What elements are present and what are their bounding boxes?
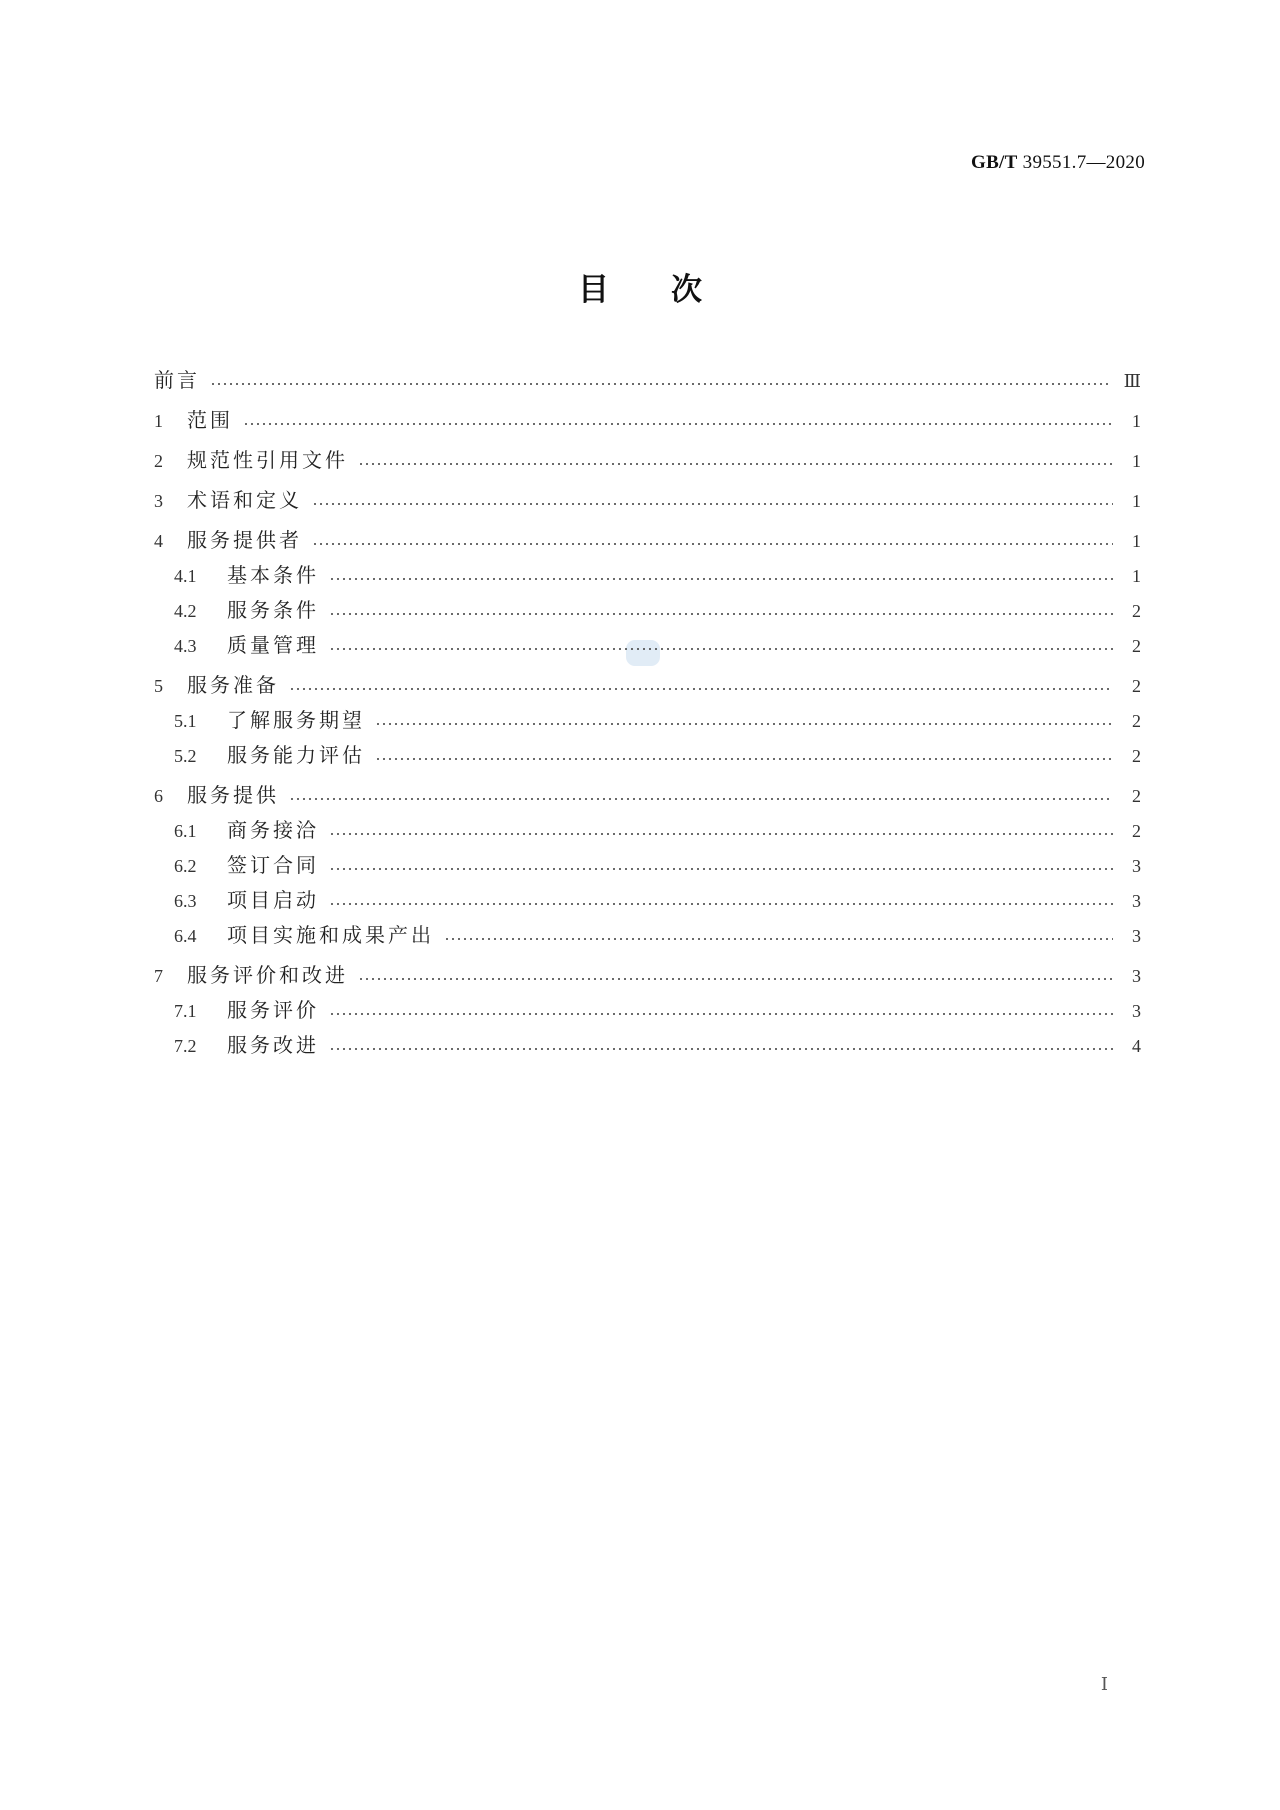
toc-entry-number: 4.1	[174, 566, 197, 586]
toc-subentry[interactable]	[154, 1033, 1141, 1058]
toc-entry-page: 2	[1132, 711, 1141, 731]
dot-leader	[312, 502, 1113, 506]
toc-entry-page: 2	[1132, 786, 1141, 806]
toc-entry-label: 服务能力评估	[227, 743, 365, 767]
toc-entry-page: 2	[1132, 821, 1141, 841]
toc-entry-page: 3	[1132, 1001, 1141, 1021]
toc-entry-label: 项目实施和成果产出	[227, 923, 434, 947]
dot-leader	[358, 462, 1113, 466]
standard-code-prefix: GB/T	[970, 152, 1018, 173]
toc-entry-label: 质量管理	[227, 633, 319, 657]
toc-entry-number: 3	[154, 491, 163, 511]
page-number: Ⅰ	[1100, 1674, 1108, 1694]
toc-entry-label: 服务提供者	[187, 528, 302, 552]
toc-entry-number: 7	[154, 966, 163, 986]
dot-leader	[329, 647, 1113, 651]
toc-entry-page: 2	[1132, 601, 1141, 621]
toc-subentry[interactable]	[154, 888, 1141, 913]
toc-entry-page: 1	[1132, 566, 1141, 586]
toc-entry-page: 3	[1132, 926, 1141, 946]
toc-entry-number: 7.1	[174, 1001, 197, 1021]
toc-entry-number: 4.3	[174, 636, 197, 656]
toc-entry-label: 服务评价和改进	[187, 963, 348, 987]
toc-entry-label: 服务改进	[227, 1033, 319, 1057]
toc-entry-label: 了解服务期望	[227, 708, 365, 732]
toc-entry-page: 1	[1132, 531, 1141, 551]
toc-entry-number: 6.2	[174, 856, 197, 876]
dot-leader	[243, 422, 1113, 426]
toc-entry-page: Ⅲ	[1123, 371, 1141, 391]
toc-entry-number: 4	[154, 531, 163, 551]
dot-leader	[329, 867, 1113, 871]
toc-entry-page: 1	[1132, 491, 1141, 511]
dot-leader	[375, 757, 1113, 761]
toc-entry-label: 术语和定义	[187, 488, 302, 512]
toc-entry-label: 服务评价	[227, 998, 319, 1022]
toc-entry[interactable]	[154, 408, 1141, 433]
toc-entry-page: 4	[1132, 1036, 1141, 1056]
dot-leader	[329, 612, 1113, 616]
toc-entry[interactable]	[154, 673, 1141, 698]
standard-number	[971, 152, 1145, 174]
toc-entry-number: 6.3	[174, 891, 197, 911]
toc-entry-page: 2	[1132, 676, 1141, 696]
dot-leader	[375, 722, 1113, 726]
dot-leader	[312, 542, 1113, 546]
toc-entry-label: 基本条件	[227, 563, 319, 587]
toc-entry-label: 前言	[154, 368, 200, 392]
dot-leader	[444, 937, 1113, 941]
toc-entry[interactable]	[154, 488, 1141, 513]
toc-entry[interactable]	[154, 528, 1141, 553]
toc-entry-number: 1	[154, 411, 163, 431]
toc-entry-label: 规范性引用文件	[187, 448, 348, 472]
toc-entry-number: 6	[154, 786, 163, 806]
standard-code-rest: 39551.7—2020	[1017, 152, 1145, 173]
toc-entry-label: 范围	[187, 408, 233, 432]
toc-entry[interactable]	[154, 783, 1141, 808]
toc-entry[interactable]	[154, 963, 1141, 988]
toc-entry-number: 5.1	[174, 711, 197, 731]
dot-leader	[289, 797, 1113, 801]
toc-entry-page: 1	[1132, 451, 1141, 471]
toc-entry-number: 5	[154, 676, 163, 696]
toc-entry-label: 服务准备	[187, 673, 279, 697]
toc-entry-label: 签订合同	[227, 853, 319, 877]
toc-subentry[interactable]	[154, 598, 1141, 623]
dot-leader	[329, 902, 1113, 906]
dot-leader	[329, 1047, 1113, 1051]
dot-leader	[210, 382, 1110, 386]
toc-entry-label: 商务接洽	[227, 818, 319, 842]
toc-entry-page: 1	[1132, 411, 1141, 431]
toc-entry-label: 项目启动	[227, 888, 319, 912]
toc-entry-page: 3	[1132, 966, 1141, 986]
toc-subentry[interactable]	[154, 998, 1141, 1023]
toc-entry-page: 2	[1132, 746, 1141, 766]
toc-entry-page: 3	[1132, 856, 1141, 876]
toc-subentry[interactable]	[154, 853, 1141, 878]
toc-entry[interactable]	[154, 448, 1141, 473]
toc-subentry[interactable]	[154, 563, 1141, 588]
toc-entry-label: 服务条件	[227, 598, 319, 622]
toc-entry-number: 4.2	[174, 601, 197, 621]
toc-subentry[interactable]	[154, 633, 1141, 658]
toc-entry-number: 6.4	[174, 926, 197, 946]
toc-title: 目次	[578, 272, 764, 308]
dot-leader	[329, 577, 1113, 581]
toc-subentry[interactable]	[154, 708, 1141, 733]
table-of-contents	[154, 368, 1141, 1058]
toc-subentry[interactable]	[154, 923, 1141, 948]
dot-leader	[358, 977, 1113, 981]
dot-leader	[289, 687, 1113, 691]
toc-entry-label: 服务提供	[187, 783, 279, 807]
toc-entry-number: 2	[154, 451, 163, 471]
dot-leader	[329, 832, 1113, 836]
toc-entry-number: 5.2	[174, 746, 197, 766]
toc-entry-number: 7.2	[174, 1036, 197, 1056]
toc-entry-page: 2	[1132, 636, 1141, 656]
toc-entry-number: 6.1	[174, 821, 197, 841]
toc-entry-page: 3	[1132, 891, 1141, 911]
toc-entry[interactable]	[154, 368, 1141, 393]
toc-subentry[interactable]	[154, 743, 1141, 768]
dot-leader	[329, 1012, 1113, 1016]
toc-subentry[interactable]	[154, 818, 1141, 843]
